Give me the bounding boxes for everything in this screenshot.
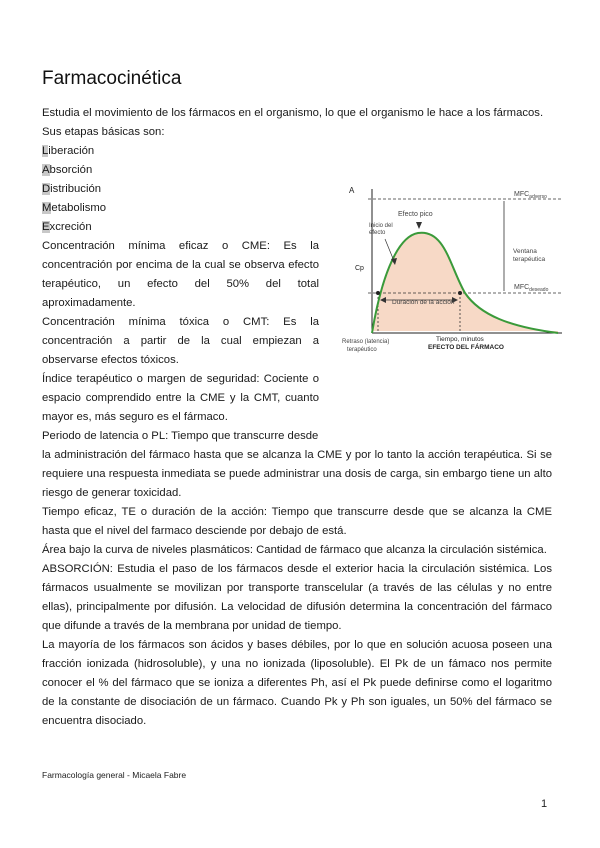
stage-rest: iberación (48, 145, 95, 157)
left-column (42, 237, 319, 446)
absorption-paragraph: ABSORCIÓN: Estudia el paso de los fármacos desde el exterior hacia la circulación sistémica. Los fármacos usualmente se movilizan por transporte transcelular (a través de las células y no entre ellas), principalmente por difusión. La velocidad de difusión determina la concentración del fármaco que difunde a través de la membrana por unidad de tiempo. (42, 563, 552, 632)
stage-rest: bsorción (49, 164, 93, 176)
peak-effect-label: Efecto pico (398, 211, 433, 218)
cme-paragraph: Concentración mínima eficaz o CME: Es la concentración por encima de la cual se observa efecto terapéutico, un efecto del 50% del total aproximadamente. (42, 240, 319, 309)
stage-rest: istribución (50, 183, 102, 195)
drug-effect-chart (300, 175, 570, 355)
figure-caption: EFECTO DEL FÁRMACO (428, 344, 504, 351)
stage-initial: M (42, 202, 52, 214)
onset-point (376, 291, 380, 295)
footer: Farmacología general - Micaela Fabre (42, 770, 187, 780)
stage-initial: E (42, 221, 50, 233)
window-label-line2: terapéutica (513, 256, 546, 263)
effective-time-paragraph: Tiempo eficaz, TE o duración de la acción: Tiempo que transcurre desde que se alcanza la CME hasta que el nivel del farmaco desciende por debajo de está. (42, 506, 552, 537)
onset-label-line2: efecto (369, 230, 386, 236)
onset-label-line1: Inicio del (369, 223, 393, 229)
x-axis-label: Tiempo, minutos (436, 336, 484, 343)
page-title: Farmacocinética (42, 68, 182, 89)
latency-paragraph-start: Periodo de latencia o PL: Tiempo que transcurre desde (42, 430, 319, 442)
cp-label: Cp (355, 265, 364, 272)
auc-paragraph: Área bajo la curva de niveles plasmáticos: Cantidad de fármaco que alcanza la circulación sistémica. (42, 544, 547, 556)
stage-rest: etabolismo (51, 202, 107, 214)
latency-label-line1: Retraso (latencia) (342, 339, 390, 345)
stage-initial: D (42, 183, 51, 195)
end-point (458, 291, 462, 295)
intro-paragraph: Estudia el movimiento de los fármacos en el organismo, lo que el organismo le hace a los fármacos. (42, 107, 544, 119)
peak-arrow (416, 222, 422, 229)
stage-item (42, 142, 552, 161)
y-axis-letter: A (349, 186, 355, 195)
page-number: 1 (541, 798, 548, 810)
full-width-text (42, 446, 552, 731)
pk-paragraph: La mayoría de los fármacos son ácidos y bases débiles, por lo que en solución acuosa poseen una fracción ionizada (hidrosoluble), y una no ionizada (liposoluble). El Pk de un fámaco nos permite conocer el % del fármaco que se ioniza a diferentes Ph, así el Pk puede definirse como el logaritmo de la constante de disociación de un fármaco. Cuando Pk y Ph son iguales, un 50% del fármaco se encuentra disociado. (42, 639, 552, 727)
cmt-paragraph: Concentración mínima tóxica o CMT: Es la concentración a partir de la cual empiezan a observarse efectos tóxicos. (42, 316, 319, 366)
mfc-desired-label: $MFC_{deseado}$ (514, 284, 549, 293)
drug-effect-figure (300, 175, 570, 355)
window-label-line1: Ventana (513, 248, 537, 255)
stage-initial: L (42, 145, 49, 157)
therapeutic-index-paragraph: Índice terapéutico o margen de seguridad: Cociente o espacio comprendido entre la CME y la CMT, cuanto mayor es, más seguro es el fármaco. (42, 373, 319, 423)
page-content (42, 68, 552, 731)
mfc-adverse-label: $MFC_{adverso}$ (514, 191, 547, 200)
stages-label: Sus etapas básicas son: (42, 126, 165, 138)
onset-pointer-line (385, 239, 394, 261)
stage-rest: xcreción (49, 221, 92, 233)
latency-paragraph-continued: la administración del fármaco hasta que se alcanza la CME y por lo tanto la acción terapéutica. Si se requiere una respuesta inmediata se puede administrar una dosis de carga, sin embargo tiene un alto riesgo de generar toxicidad. (42, 449, 552, 499)
duration-label: Duración de la acción (392, 299, 455, 306)
stage-initial: A (42, 164, 50, 176)
latency-label-line2: terapéutico (347, 347, 377, 353)
